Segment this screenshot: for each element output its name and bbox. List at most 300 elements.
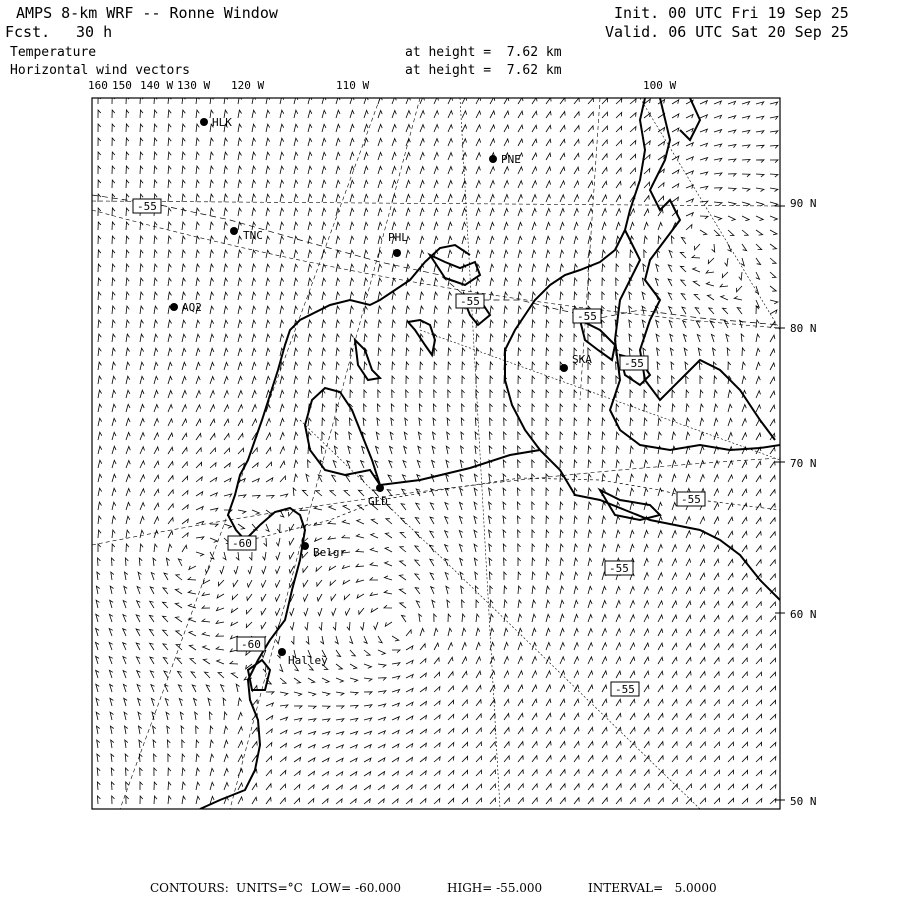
wind-barb (182, 419, 187, 426)
wind-barb (770, 300, 778, 304)
wind-barb (714, 658, 719, 664)
wind-barb (644, 169, 650, 175)
wind-barb (308, 362, 312, 370)
wind-barb (700, 230, 707, 235)
wind-barb (218, 673, 224, 678)
wind-barb (602, 530, 606, 538)
wind-barb (630, 629, 635, 636)
wind-barb (658, 432, 662, 440)
wind-barb (686, 376, 689, 384)
wind-barb (420, 376, 423, 384)
wind-barb (574, 614, 578, 622)
wind-barb (110, 684, 114, 692)
wind-barb (109, 614, 113, 622)
wind-barb (303, 594, 308, 601)
wind-barb (672, 685, 677, 692)
wind-barb (112, 782, 115, 790)
wind-barb (314, 506, 322, 510)
wind-barb (126, 96, 129, 104)
wind-barb (742, 798, 748, 804)
wind-barb (390, 446, 394, 454)
wind-barb (182, 533, 188, 538)
wind-barb (252, 306, 256, 314)
wind-barb (700, 432, 704, 440)
wind-barb (672, 531, 676, 538)
wind-barb (504, 770, 509, 776)
wind-barb (371, 533, 378, 538)
wind-barb (432, 446, 435, 454)
wind-barb (756, 728, 762, 734)
wind-barb (518, 376, 521, 384)
wind-barb (112, 544, 115, 552)
wind-barb (308, 250, 312, 258)
wind-barb (546, 798, 551, 804)
wind-barb (658, 784, 663, 790)
wind-barb (280, 461, 285, 468)
wind-barb (308, 222, 312, 230)
wind-barb (224, 377, 228, 385)
wind-barb (588, 167, 593, 174)
wind-barb (560, 432, 563, 440)
wind-barb (191, 672, 196, 678)
wind-barb (96, 586, 99, 594)
wind-barb (364, 718, 372, 721)
wind-barb (362, 446, 366, 454)
contours-low: LOW= -60.000 (311, 881, 402, 895)
wind-barb (238, 334, 242, 342)
wind-barb (560, 600, 564, 608)
wind-barb (560, 125, 565, 132)
wind-barb (364, 636, 368, 643)
wind-barb (686, 770, 691, 776)
wind-barb (224, 712, 227, 720)
wind-barb (208, 698, 211, 706)
wind-barb (399, 575, 406, 580)
wind-barb (189, 645, 196, 650)
wind-barb (658, 573, 663, 580)
wind-barb (490, 334, 493, 342)
wind-barb (224, 391, 228, 398)
wind-barb (644, 236, 647, 244)
wind-barb (238, 510, 246, 514)
wind-barb (196, 462, 202, 468)
wind-barb (574, 278, 577, 286)
wind-barb (266, 784, 271, 790)
wind-barb (489, 516, 492, 524)
wind-barb (154, 419, 159, 426)
wind-barb (140, 264, 143, 272)
contour-label (677, 492, 705, 506)
wind-barb (462, 153, 467, 160)
wind-barb (588, 292, 591, 300)
wind-barb (504, 685, 509, 692)
wind-barb (294, 292, 298, 300)
wind-barb (349, 636, 353, 644)
wind-barb (630, 390, 633, 398)
wind-barb (347, 622, 350, 630)
wind-barb (490, 418, 493, 426)
wind-barb (630, 727, 635, 734)
wind-barb (322, 152, 326, 160)
wind-barb (404, 432, 407, 440)
wind-barb (224, 236, 228, 244)
wind-barb (308, 771, 315, 776)
wind-barb (518, 460, 521, 468)
wind-barb (560, 404, 563, 412)
station-label: Belgr (313, 546, 347, 559)
wind-barb (289, 538, 294, 545)
wind-barb (348, 446, 351, 454)
wind-barb (294, 110, 298, 118)
wind-barb (402, 615, 407, 622)
wind-barb (714, 144, 722, 147)
wind-barb (686, 474, 690, 482)
wind-barb (392, 125, 396, 133)
wind-barb (376, 432, 379, 440)
wind-barb (392, 717, 399, 721)
wind-barb (574, 167, 579, 174)
contours-label: CONTOURS: (150, 881, 229, 895)
wind-barb (504, 181, 509, 188)
wind-barb (616, 222, 620, 230)
lon-label-160: 160 (88, 79, 108, 92)
wind-barb (322, 799, 328, 804)
wind-barb (448, 404, 451, 412)
wind-barb (546, 432, 549, 440)
wind-barb (182, 782, 185, 790)
wind-barb (210, 754, 214, 762)
wind-barb (532, 264, 536, 272)
wind-barb (742, 602, 747, 608)
wind-barb (364, 264, 368, 272)
wind-barb (700, 770, 705, 776)
station-tnc (230, 227, 263, 242)
wind-barb (140, 376, 144, 384)
wind-barb (616, 756, 621, 762)
wind-barb (728, 116, 736, 119)
wind-barb (280, 320, 284, 328)
wind-barb (742, 545, 747, 552)
wind-barb (168, 264, 171, 272)
wind-barb (280, 757, 286, 762)
wind-barb (280, 476, 285, 482)
wind-barb (616, 474, 620, 482)
wind-barb (181, 726, 184, 734)
wind-barb (238, 292, 242, 300)
contour-label (456, 294, 484, 308)
wind-barb (532, 334, 535, 342)
wind-barb (404, 446, 407, 454)
wind-barb (182, 138, 185, 146)
wind-barb (448, 390, 451, 398)
wind-barb (231, 673, 238, 678)
wind-barb (280, 376, 284, 384)
wind-barb (532, 320, 535, 328)
wind-barb (672, 100, 679, 104)
wind-barb (504, 742, 509, 748)
wind-barb (602, 126, 607, 132)
wind-barb (560, 195, 565, 202)
wind-barb (266, 334, 270, 342)
wind-barb (490, 685, 495, 692)
wind-barb (630, 699, 635, 706)
wind-barb (546, 348, 549, 356)
wind-barb (700, 798, 705, 804)
wind-barb (350, 236, 354, 244)
wind-barb (420, 167, 424, 175)
wind-barb (630, 742, 635, 749)
wind-barb (126, 502, 130, 510)
wind-barb (378, 222, 382, 230)
wind-barb (150, 601, 154, 608)
wind-barb (378, 124, 382, 132)
wind-barb (714, 545, 719, 552)
wind-barb (196, 362, 200, 370)
wind-barb (588, 236, 592, 244)
wind-barb (560, 572, 564, 580)
wind-barb (168, 180, 171, 188)
wind-barb (560, 446, 563, 454)
wind-barb (532, 167, 537, 174)
wind-barb (616, 516, 620, 524)
wind-barb (532, 376, 535, 384)
wind-barb (770, 757, 776, 763)
wind-barb (182, 278, 186, 286)
wind-barb (672, 700, 677, 707)
wind-barb (742, 433, 747, 440)
wind-barb (175, 617, 182, 622)
wind-barb (303, 580, 308, 587)
wind-barb (406, 660, 413, 664)
wind-barb (280, 306, 284, 314)
wind-barb (294, 731, 301, 735)
wind-barb (630, 222, 634, 230)
wind-barb (532, 756, 537, 762)
wind-barb (182, 376, 186, 384)
wind-barb (276, 552, 280, 560)
wind-barb (518, 516, 521, 524)
wind-barb (574, 222, 578, 230)
wind-barb (574, 139, 579, 146)
wind-barb (630, 404, 633, 412)
wind-barb (154, 530, 158, 538)
wind-barb (714, 714, 719, 720)
wind-barb (602, 418, 605, 426)
wind-barb (98, 138, 101, 146)
wind-barb (630, 502, 634, 510)
wind-barb (490, 125, 495, 132)
wind-barb (280, 678, 286, 683)
wind-barb (322, 278, 326, 286)
wind-barb (96, 684, 99, 692)
wind-barb (532, 153, 537, 160)
wind-barb (420, 278, 424, 286)
wind-barb (154, 376, 158, 384)
wind-barb (770, 131, 778, 134)
wind-barb (98, 152, 101, 160)
wind-barb (224, 152, 228, 160)
wind-barb (698, 348, 701, 356)
wind-barb (461, 418, 464, 426)
wind-barb (112, 558, 115, 566)
wind-barb (770, 714, 776, 720)
wind-barb (336, 692, 344, 696)
wind-barb (602, 699, 607, 706)
wind-barb (154, 433, 159, 440)
wind-barb (224, 494, 232, 497)
wind-barb (112, 404, 116, 412)
wind-barb (294, 306, 298, 314)
wind-barb (756, 160, 764, 163)
wind-barb (350, 678, 358, 682)
wind-barb (238, 741, 243, 748)
wind-barb (400, 533, 406, 539)
wind-barb (546, 643, 550, 651)
wind-barb (714, 158, 722, 161)
wind-barb (574, 446, 577, 454)
wind-barb (154, 306, 158, 314)
wind-barb (672, 390, 675, 398)
wind-barb (168, 166, 171, 174)
wind-barb (294, 166, 298, 174)
wind-barb (602, 460, 605, 468)
wind-barb (266, 222, 270, 230)
wind-barb (644, 209, 649, 216)
wind-barb (294, 757, 301, 762)
wind-barb (616, 99, 622, 105)
wind-barb (262, 566, 266, 574)
wind-barb (459, 516, 463, 524)
wind-barb (686, 728, 691, 734)
wind-barb (644, 587, 649, 594)
wind-barb (517, 502, 520, 510)
wind-barb (490, 770, 495, 776)
wind-barb (672, 615, 677, 622)
wind-barb (770, 286, 776, 291)
wind-barb (378, 664, 386, 667)
wind-barb (266, 320, 270, 328)
wind-barb (692, 255, 700, 258)
wind-barb (629, 348, 632, 356)
wind-barb (280, 208, 284, 216)
wind-barb (210, 726, 213, 734)
wind-barb (546, 488, 549, 496)
wind-barb (168, 250, 171, 258)
wind-barb (669, 321, 673, 329)
wind-barb (154, 475, 159, 482)
wind-barb (330, 580, 336, 585)
wind-barb (364, 334, 367, 342)
wind-barb (588, 784, 593, 790)
wind-barb (406, 306, 410, 314)
wind-barb (616, 264, 619, 272)
wind-barb (356, 534, 364, 538)
wind-barb (476, 208, 480, 216)
wind-barb (574, 798, 579, 804)
wind-barb (504, 250, 508, 258)
wind-barb (574, 460, 577, 468)
wind-barb (387, 490, 392, 496)
wind-barb (420, 222, 424, 230)
wind-barb (153, 740, 156, 748)
wind-barb (709, 308, 714, 314)
wind-barb (742, 503, 747, 510)
wind-barb (419, 614, 422, 622)
wind-barb (420, 757, 426, 762)
wind-barb (770, 258, 776, 263)
wind-barb (182, 362, 186, 370)
contour-labels (133, 199, 705, 696)
wind-barb (140, 433, 144, 440)
wind-barb (756, 686, 761, 692)
wind-barb (377, 418, 380, 426)
wind-barb (742, 348, 745, 356)
wind-barb (546, 474, 549, 482)
wind-barb (546, 376, 549, 384)
wind-barb (728, 602, 733, 609)
wind-barb (434, 222, 438, 230)
wind-barb (308, 194, 312, 202)
wind-barb (476, 181, 480, 188)
wind-barb (434, 278, 438, 286)
wind-barb (448, 757, 454, 763)
wind-barb (420, 111, 424, 118)
wind-barb (406, 250, 410, 258)
wind-barb (756, 145, 764, 148)
wind-barb (490, 250, 494, 258)
wind-barb (363, 418, 366, 426)
wind-barb (546, 572, 549, 580)
wind-barb (322, 418, 325, 426)
wind-barb (150, 587, 154, 594)
wind-barb (490, 278, 494, 286)
wind-barb (560, 586, 564, 594)
wind-barb (643, 264, 646, 272)
wind-barb (420, 348, 423, 356)
wind-barb (445, 517, 449, 524)
wind-barb (725, 258, 728, 266)
wind-barb (588, 404, 591, 412)
wind-barb (168, 152, 171, 160)
wind-barb (224, 166, 228, 174)
wind-barb (136, 657, 140, 664)
wind-barb (238, 391, 242, 398)
wind-barb (220, 566, 224, 574)
wind-barb (357, 594, 364, 598)
wind-barb (378, 348, 381, 356)
wind-barb (420, 659, 426, 664)
wind-barb (294, 798, 300, 804)
wind-barb (672, 517, 676, 525)
wind-barb (445, 573, 449, 581)
wind-barb (406, 153, 410, 161)
wind-barb (391, 404, 394, 412)
wind-barb (329, 566, 336, 570)
wind-barb (448, 222, 452, 230)
wind-barb (644, 488, 648, 496)
wind-barb (644, 418, 647, 426)
wind-barb (370, 592, 378, 595)
wind-barb (462, 320, 465, 328)
wind-barb (672, 784, 677, 790)
wind-barb (644, 615, 649, 622)
wind-barb (656, 320, 660, 328)
wind-barb (364, 758, 371, 762)
wind-barb (210, 222, 213, 230)
wind-barb (97, 782, 100, 790)
wind-barb (302, 490, 308, 496)
wind-barb (419, 418, 422, 426)
